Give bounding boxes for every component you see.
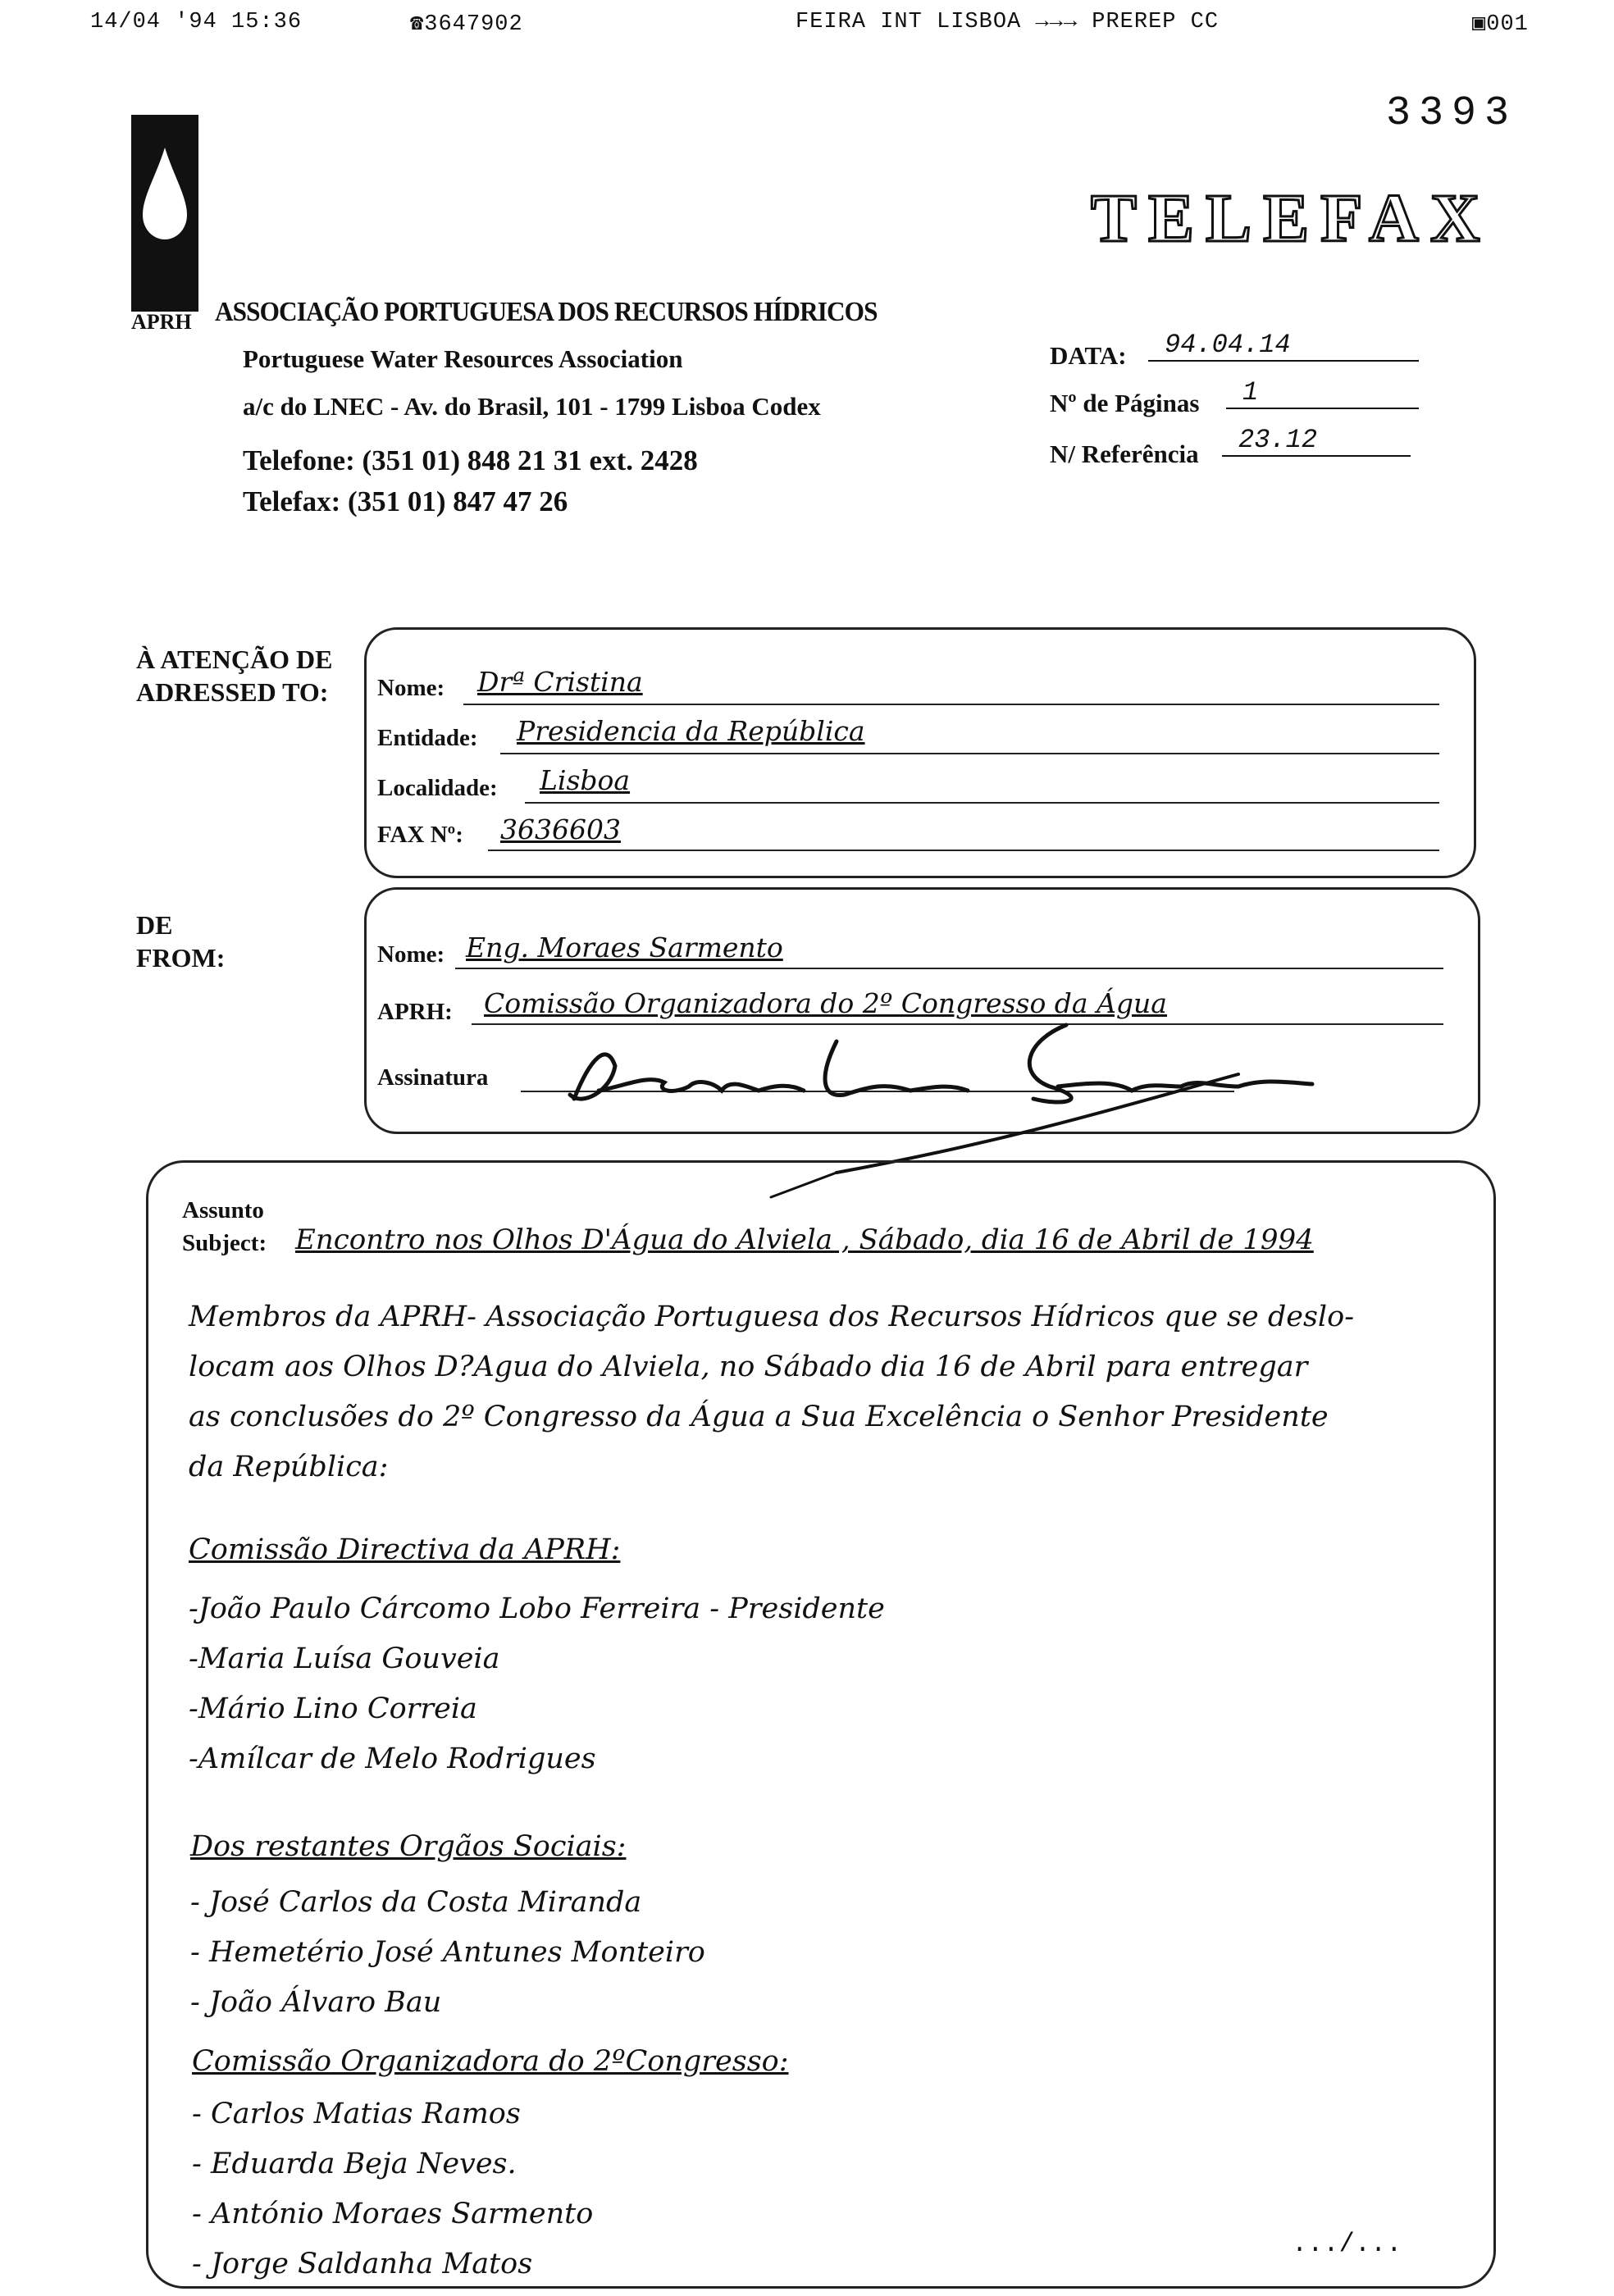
to-nome-value: Drª Cristina — [477, 666, 643, 698]
from-aprh-value: Comissão Organizadora do 2º Congresso da Água — [484, 987, 1167, 1019]
pages-value: 1 — [1226, 377, 1419, 409]
from-label: DE FROM: — [136, 910, 226, 973]
subject-label-pt: Assunto — [182, 1197, 264, 1223]
fax-datetime: 14/04 '94 15:36 — [90, 10, 303, 34]
list-item: - Eduarda Beja Neves. — [192, 2148, 517, 2180]
group2-title: Dos restantes Orgãos Sociais: — [190, 1830, 627, 1863]
list-item: -Amílcar de Melo Rodrigues — [189, 1742, 596, 1775]
list-item: -João Paulo Cárcomo Lobo Ferreira - Presidente — [189, 1592, 885, 1625]
list-item: - José Carlos da Costa Miranda — [190, 1886, 642, 1919]
fax-page: ▣001 — [1472, 12, 1529, 37]
org-telefax: Telefax: (351 01) 847 47 26 — [243, 485, 568, 517]
list-item: - Carlos Matias Ramos — [192, 2098, 521, 2130]
signature-label: Assinatura — [377, 1064, 489, 1091]
group1-title: Comissão Directiva da APRH: — [189, 1533, 621, 1566]
page-title: TELEFAX — [1091, 180, 1492, 257]
reference-label: N/ Referência — [1050, 440, 1199, 468]
to-entidade-label: Entidade: — [377, 725, 478, 751]
subject-text: Encontro nos Olhos D'Água do Alviela , Sábado, dia 16 de Abril de 1994 — [295, 1223, 1314, 1256]
to-fax-label: FAX Nº: — [377, 822, 463, 848]
date-value: 94.04.14 — [1148, 330, 1419, 362]
group1-list — [189, 1584, 885, 1784]
org-address: a/c do LNEC - Av. do Brasil, 101 - 1799 Lisboa Codex — [243, 392, 821, 421]
list-item: - Jorge Saldanha Matos — [192, 2248, 533, 2280]
subject-label-en: Subject: — [182, 1230, 267, 1256]
page-icon: ▣ — [1472, 12, 1487, 37]
group3-title: Comissão Organizadora do 2ºCongresso: — [192, 2045, 789, 2078]
group3-list — [192, 2089, 593, 2289]
to-nome-label: Nome: — [377, 675, 445, 701]
aprh-logo — [131, 115, 198, 312]
list-item: - João Álvaro Bau — [190, 1986, 442, 2019]
reference-value: 23.12 — [1222, 425, 1411, 457]
document-number: 3393 — [1386, 90, 1518, 137]
to-localidade-label: Localidade: — [377, 775, 498, 801]
logo-text: APRH — [131, 310, 192, 334]
pages-label: Nº de Páginas — [1050, 389, 1200, 417]
org-name-pt: ASSOCIAÇÃO PORTUGUESA DOS RECURSOS HÍDRICOS — [215, 297, 878, 327]
list-item: -Maria Luísa Gouveia — [189, 1642, 500, 1675]
list-item: -Mário Lino Correia — [189, 1692, 477, 1725]
from-nome-label: Nome: — [377, 941, 445, 968]
fax-route: FEIRA INT LISBOA →→→ PREREP CC — [796, 10, 1220, 34]
org-name-en: Portuguese Water Resources Association — [243, 344, 683, 373]
to-entidade-value: Presidencia da República — [517, 715, 865, 747]
fax-phone: ☎3647902 — [410, 12, 523, 37]
to-label: À ATENÇÃO DE ADRESSED TO: — [136, 645, 333, 707]
list-item: - Hemetério José Antunes Monteiro — [190, 1936, 705, 1969]
to-localidade-value: Lisboa — [540, 764, 631, 796]
group2-list — [190, 1878, 705, 2028]
from-nome-value: Eng. Moraes Sarmento — [466, 932, 783, 963]
phone-icon: ☎ — [410, 12, 425, 37]
date-label: DATA: — [1050, 341, 1127, 370]
list-item: - António Moraes Sarmento — [192, 2198, 594, 2230]
body-intro: Membros da APRH- Associação Portuguesa dos Recursos Hídricos que se deslo- locam aos Olhos D?Agua do Alviela, no Sábado dia 16 de Abril para entregar as conclusões do 2º Congresso da Água a Sua Excelência o Senhor Presidente da República: — [189, 1301, 1355, 1483]
to-fax-value: 3636603 — [500, 813, 621, 845]
continuation-mark: .../... — [1292, 2229, 1402, 2259]
org-telefone: Telefone: (351 01) 848 21 31 ext. 2428 — [243, 444, 698, 476]
from-aprh-label: APRH: — [377, 999, 453, 1025]
